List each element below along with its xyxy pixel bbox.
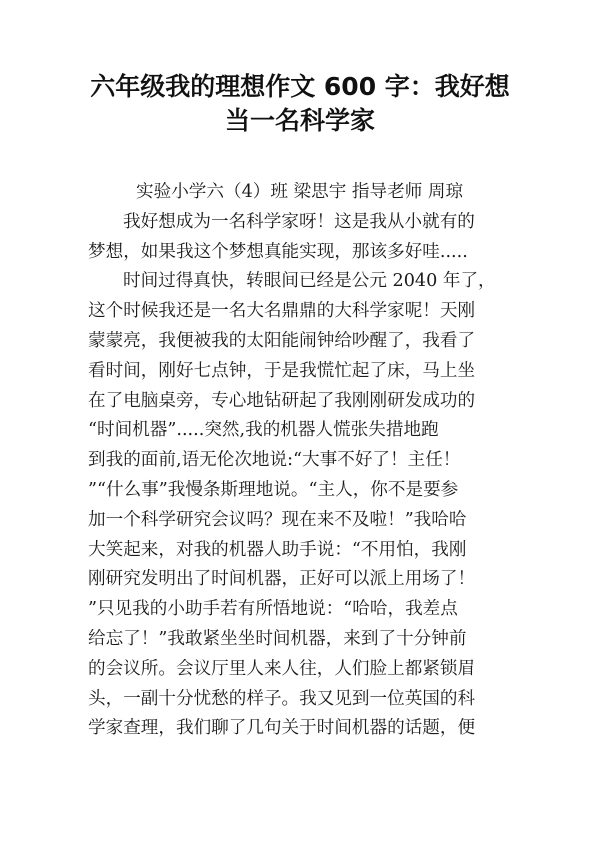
document-title [60,70,540,138]
paragraph-2-line: 大笑起来，对我的机器人助手说：“不用怕，我刚 [88,539,467,560]
paragraph-2-line: 的会议所。会议厅里人来人往，人们脸上都紧锁眉 [88,658,476,679]
title-line-1: 六年级我的理想作文 600 字：我好想 [90,72,510,101]
paragraph-2-line: 这个时候我还是一名大名鼎鼎的大科学家呢！天刚 [88,301,476,322]
title-line-2: 当一名科学家 [224,106,375,135]
paragraph-1-line: 梦想，如果我这个梦想真能实现，那该多好哇..... [88,241,468,262]
paragraph-2-line: ”只见我的小助手若有所悟地说：“哈哈，我差点 [88,599,458,620]
paragraph-2-line: 头，一副十分忧愁的样子。我又见到一位英国的科 [88,688,476,709]
paragraph-2-line: 刚研究发明出了时间机器，正好可以派上用场了！ [88,569,476,590]
paragraph-2-line: 看时间，刚好七点钟，于是我慌忙起了床，马上坐 [88,360,476,381]
paragraph-2-line: 时间过得真快，转眼间已经是公元 2040 年了， [123,271,496,292]
paragraph-2-line: 蒙蒙亮，我便被我的太阳能闹钟给吵醒了，我看了 [88,330,476,351]
byline: 实验小学六（4）班 梁思宇 指导老师 周琼 [136,182,464,202]
paragraph-2-line: 学家查理，我们聊了几句关于时间机器的话题，便 [88,718,476,739]
document-body [88,178,512,744]
paragraph-2-line: 给忘了！”我敢紧坐坐时间机器，来到了十分钟前 [88,628,467,649]
paragraph-2-line: “时间机器”.....突然,我的机器人慌张失措地跑 [88,420,439,441]
paragraph-1-line: 我好想成为一名科学家呀！这是我从小就有的 [123,211,475,232]
paragraph-2-line: 在了电脑桌旁，专心地钻研起了我刚刚研发成功的 [88,390,476,411]
paragraph-2-line: 到我的面前,语无伦次地说:“大事不好了！主任！ [88,450,461,471]
paragraph-2-line: 加一个科学研究会议吗？现在来不及啦！”我哈哈 [88,509,467,530]
paragraph-2-line: ”“什么事”我慢条斯理地说。“主人，你不是要参 [88,479,459,500]
